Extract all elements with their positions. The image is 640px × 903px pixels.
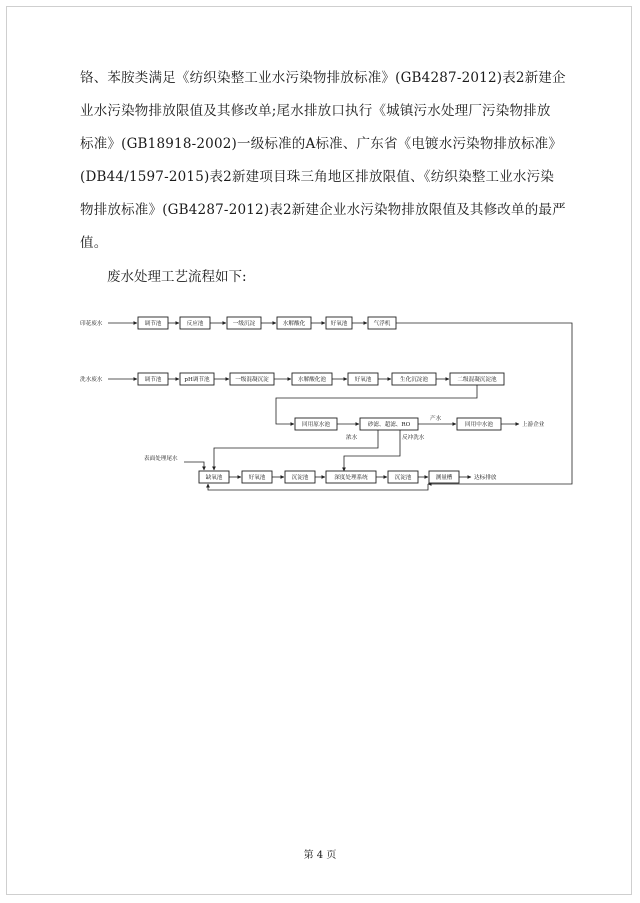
node-label: 水解酸化池 [298,377,326,383]
node-label: 反应池 [186,321,204,327]
concentrate-label: 浓水 [346,435,358,441]
source-washing-wastewater: 洗水废水 [80,377,103,383]
paragraph-line: 值。 [80,235,108,251]
node-label: 沉淀池 [394,475,412,481]
backwash-label: 反冲洗水 [402,435,425,441]
paragraph-line: 铬、苯胺类满足《纺织染整工业水污染物排放标准》(GB4287-2012)表2新建企 [80,70,566,86]
node-label: 生化沉淀池 [400,377,428,383]
node-label: 调节池 [144,321,162,327]
paragraph-line: 物排放标准》(GB4287-2012)表2新建企业水污染物排放限值及其修改单的最严 [80,202,566,218]
node-label: 砂滤、超滤、RO [367,422,411,428]
flow-arrow [184,462,204,470]
flow-connector [396,323,572,484]
flow-intro: 废水处理工艺流程如下: [107,269,247,285]
paragraph-line: (DB44/1597-2015)表2新建项目珠三角地区排放限值、《纺织染整工业水污染 [80,169,555,185]
page-number: 第 4 页 [303,850,337,861]
node-label: 回用中水池 [465,422,493,428]
product-water-label: 产水 [430,416,442,422]
node-label: 调节池 [144,377,162,383]
paragraph-line: 业水污染物排放限值及其修改单;尾水排放口执行《城镇污水处理厂污染物排放 [80,103,551,119]
surface-treatment-source: 表面处理尾水 [144,456,178,462]
node-label: 一级沉淀 [232,321,256,327]
node-label: 沉淀池 [291,475,309,481]
node-label: 缺氧池 [205,475,223,481]
node-label: 回用原水池 [302,422,330,428]
node-label: 好氧池 [354,377,372,383]
paragraph-line: 标准》(GB18918-2002)一级标准的A标准、广东省《电镀水污染物排放标准》 [80,136,563,152]
node-label: 深度处理系统 [334,475,368,481]
discharge-label: 达标排放 [474,475,497,481]
node-label: 好氧池 [330,321,348,327]
node-label: pH调节池 [184,377,210,383]
node-label: 测量槽 [435,475,453,481]
return-flow [208,484,428,490]
node-label: 二级混凝沉淀池 [457,377,497,383]
node-label: 好氧池 [248,475,266,481]
node-label: 气浮机 [373,321,391,327]
node-label: 一级混凝沉淀 [235,377,269,383]
upstream-enterprise-label: 上游企业 [522,422,545,428]
node-label: 水解酸化 [282,321,306,327]
source-printing-wastewater: 印花废水 [80,321,103,327]
